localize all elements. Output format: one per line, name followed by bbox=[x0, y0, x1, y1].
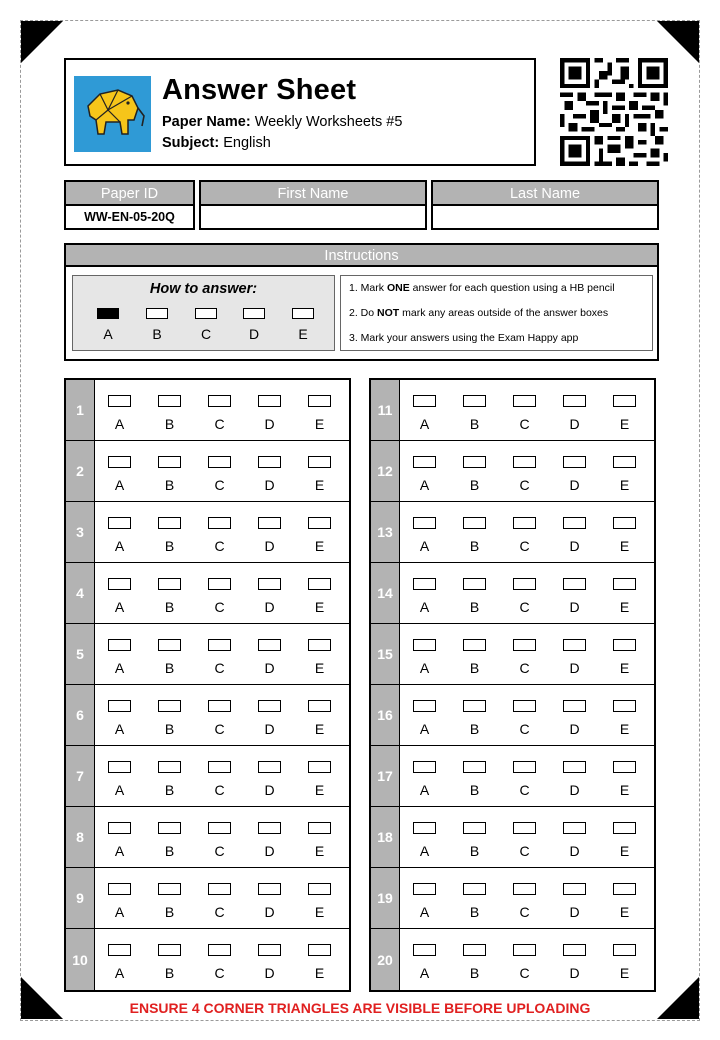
answer-bubble[interactable] bbox=[563, 578, 586, 590]
option-label: B bbox=[469, 843, 480, 859]
answer-bubble[interactable] bbox=[208, 395, 231, 407]
option-label: B bbox=[164, 965, 175, 981]
corner-triangle-top-left bbox=[21, 21, 63, 63]
question-row bbox=[66, 685, 349, 746]
option-label: B bbox=[469, 904, 480, 920]
question-row bbox=[66, 624, 349, 685]
first-name-cell[interactable] bbox=[199, 180, 427, 230]
option-label: D bbox=[569, 599, 580, 615]
first-name-field[interactable] bbox=[201, 206, 425, 228]
answer-bubble[interactable] bbox=[258, 578, 281, 590]
option-label: D bbox=[264, 660, 275, 676]
option-label: E bbox=[314, 965, 325, 981]
answer-bubble[interactable] bbox=[613, 944, 636, 956]
answer-bubble[interactable] bbox=[463, 639, 486, 651]
paper-id-cell bbox=[64, 180, 195, 230]
option-label: A bbox=[114, 965, 125, 981]
option-label: B bbox=[164, 660, 175, 676]
option-label: C bbox=[214, 965, 225, 981]
qr-code-icon bbox=[558, 58, 670, 166]
subject-line bbox=[162, 135, 271, 151]
answer-bubble[interactable] bbox=[413, 517, 436, 529]
option-label: A bbox=[114, 721, 125, 737]
answer-bubble[interactable] bbox=[513, 700, 536, 712]
how-to-answer-title: How to answer: bbox=[149, 281, 258, 297]
option-label: C bbox=[214, 599, 225, 615]
question-number: 19 bbox=[371, 868, 400, 928]
option-label: B bbox=[164, 538, 175, 554]
answer-bubble[interactable] bbox=[108, 395, 131, 407]
question-row bbox=[66, 502, 349, 563]
option-label: A bbox=[114, 538, 125, 554]
option-label: E bbox=[314, 416, 325, 432]
answer-bubble[interactable] bbox=[308, 395, 331, 407]
answer-bubble[interactable] bbox=[208, 578, 231, 590]
page-title: Answer Sheet bbox=[162, 74, 357, 106]
option-label: E bbox=[314, 843, 325, 859]
instructions-panel bbox=[64, 243, 659, 361]
answer-bubble[interactable] bbox=[513, 395, 536, 407]
origami-elephant-icon bbox=[74, 76, 151, 152]
paper-name-label: Paper Name: bbox=[162, 114, 251, 130]
answer-bubble[interactable] bbox=[308, 578, 331, 590]
answer-bubble[interactable] bbox=[463, 883, 486, 895]
option-label: D bbox=[569, 477, 580, 493]
question-row bbox=[371, 807, 654, 868]
option-label: A bbox=[419, 843, 430, 859]
option-label: E bbox=[314, 538, 325, 554]
answer-bubble[interactable] bbox=[463, 822, 486, 834]
example-empty-box bbox=[195, 308, 217, 319]
option-label: B bbox=[164, 904, 175, 920]
answer-bubble[interactable] bbox=[158, 456, 181, 468]
answer-bubble[interactable] bbox=[413, 700, 436, 712]
option-label: D bbox=[264, 477, 275, 493]
answer-bubble[interactable] bbox=[413, 395, 436, 407]
option-label: C bbox=[214, 538, 225, 554]
answer-bubble[interactable] bbox=[513, 822, 536, 834]
option-label: D bbox=[264, 599, 275, 615]
answer-bubble[interactable] bbox=[208, 761, 231, 773]
paper-name-value: Weekly Worksheets #5 bbox=[254, 114, 403, 130]
question-number: 20 bbox=[371, 929, 400, 990]
answer-bubble[interactable] bbox=[613, 639, 636, 651]
question-number: 2 bbox=[66, 441, 95, 501]
option-label: B bbox=[469, 538, 480, 554]
question-row bbox=[371, 624, 654, 685]
question-row bbox=[371, 563, 654, 624]
answer-column-right bbox=[369, 378, 656, 992]
answer-bubble[interactable] bbox=[463, 761, 486, 773]
question-number: 12 bbox=[371, 441, 400, 501]
option-label: D bbox=[264, 843, 275, 859]
answer-bubble[interactable] bbox=[563, 517, 586, 529]
option-label: B bbox=[164, 782, 175, 798]
answer-bubble[interactable] bbox=[308, 517, 331, 529]
option-label: E bbox=[314, 782, 325, 798]
answer-bubble[interactable] bbox=[108, 578, 131, 590]
option-label: C bbox=[519, 782, 530, 798]
question-row bbox=[66, 380, 349, 441]
option-label: D bbox=[569, 843, 580, 859]
question-number: 3 bbox=[66, 502, 95, 562]
option-label: C bbox=[519, 721, 530, 737]
answer-bubble[interactable] bbox=[413, 883, 436, 895]
question-number: 15 bbox=[371, 624, 400, 684]
option-label: E bbox=[314, 660, 325, 676]
answer-bubble[interactable] bbox=[258, 517, 281, 529]
question-number: 17 bbox=[371, 746, 400, 806]
first-name-header: First Name bbox=[201, 182, 425, 206]
answer-bubble[interactable] bbox=[158, 944, 181, 956]
option-label: C bbox=[519, 660, 530, 676]
example-option-label: A bbox=[103, 326, 113, 342]
option-label: E bbox=[619, 782, 630, 798]
option-label: C bbox=[519, 904, 530, 920]
answer-bubble[interactable] bbox=[563, 456, 586, 468]
answer-bubble[interactable] bbox=[258, 944, 281, 956]
answer-bubble[interactable] bbox=[513, 639, 536, 651]
option-label: B bbox=[469, 660, 480, 676]
question-row bbox=[66, 563, 349, 624]
option-label: E bbox=[314, 904, 325, 920]
answer-bubble[interactable] bbox=[158, 517, 181, 529]
example-option-label: C bbox=[200, 326, 212, 342]
option-label: D bbox=[569, 660, 580, 676]
answer-bubble[interactable] bbox=[463, 395, 486, 407]
rule-item: 1. Mark ONE answer for each question using a HB pencil bbox=[349, 282, 615, 294]
option-label: A bbox=[114, 904, 125, 920]
example-option-label: E bbox=[298, 326, 308, 342]
example-filled-box bbox=[97, 308, 119, 319]
answer-bubble[interactable] bbox=[463, 944, 486, 956]
question-number: 1 bbox=[66, 380, 95, 440]
question-row bbox=[66, 441, 349, 502]
rule-item: 3. Mark your answers using the Exam Happy app bbox=[349, 332, 579, 344]
answer-bubble[interactable] bbox=[513, 578, 536, 590]
question-number: 13 bbox=[371, 502, 400, 562]
question-row bbox=[66, 929, 349, 990]
option-label: A bbox=[114, 660, 125, 676]
answer-bubble[interactable] bbox=[513, 944, 536, 956]
answer-bubble[interactable] bbox=[208, 883, 231, 895]
answer-bubble[interactable] bbox=[158, 395, 181, 407]
answer-bubble[interactable] bbox=[108, 822, 131, 834]
option-label: C bbox=[214, 843, 225, 859]
answer-bubble[interactable] bbox=[413, 761, 436, 773]
last-name-cell[interactable] bbox=[431, 180, 659, 230]
answer-bubble[interactable] bbox=[158, 761, 181, 773]
last-name-header: Last Name bbox=[433, 182, 657, 206]
question-number: 16 bbox=[371, 685, 400, 745]
answer-bubble[interactable] bbox=[258, 883, 281, 895]
option-label: A bbox=[114, 843, 125, 859]
instructions-header: Instructions bbox=[66, 245, 657, 267]
answer-bubble[interactable] bbox=[463, 578, 486, 590]
answer-bubble[interactable] bbox=[258, 761, 281, 773]
option-label: A bbox=[114, 477, 125, 493]
option-label: E bbox=[314, 477, 325, 493]
option-label: C bbox=[214, 660, 225, 676]
question-row bbox=[371, 685, 654, 746]
question-number: 18 bbox=[371, 807, 400, 867]
answer-bubble[interactable] bbox=[463, 456, 486, 468]
answer-bubble[interactable] bbox=[308, 700, 331, 712]
answer-column-left bbox=[64, 378, 351, 992]
question-number: 10 bbox=[66, 929, 95, 990]
question-number: 7 bbox=[66, 746, 95, 806]
option-label: D bbox=[264, 416, 275, 432]
answer-bubble[interactable] bbox=[258, 822, 281, 834]
rules-list bbox=[340, 275, 653, 351]
question-number: 11 bbox=[371, 380, 400, 440]
answer-bubble[interactable] bbox=[513, 456, 536, 468]
answer-bubble[interactable] bbox=[513, 517, 536, 529]
option-label: A bbox=[419, 782, 430, 798]
answer-bubble[interactable] bbox=[208, 639, 231, 651]
answer-bubble[interactable] bbox=[513, 883, 536, 895]
option-label: B bbox=[469, 965, 480, 981]
option-label: A bbox=[419, 660, 430, 676]
option-label: D bbox=[264, 965, 275, 981]
question-number: 8 bbox=[66, 807, 95, 867]
paper-id-header: Paper ID bbox=[66, 182, 193, 206]
option-label: D bbox=[569, 538, 580, 554]
answer-bubble[interactable] bbox=[258, 395, 281, 407]
answer-bubble[interactable] bbox=[563, 822, 586, 834]
example-option-label: D bbox=[248, 326, 260, 342]
paper-id-value: WW-EN-05-20Q bbox=[84, 210, 175, 224]
answer-bubble[interactable] bbox=[308, 883, 331, 895]
option-label: A bbox=[114, 599, 125, 615]
answer-bubble[interactable] bbox=[613, 822, 636, 834]
option-label: E bbox=[619, 721, 630, 737]
option-label: D bbox=[569, 416, 580, 432]
option-label: B bbox=[164, 416, 175, 432]
option-label: E bbox=[314, 599, 325, 615]
answer-bubble[interactable] bbox=[108, 883, 131, 895]
option-label: C bbox=[519, 477, 530, 493]
answer-bubble[interactable] bbox=[613, 578, 636, 590]
answer-bubble[interactable] bbox=[208, 517, 231, 529]
question-number: 4 bbox=[66, 563, 95, 623]
sheet-header bbox=[64, 58, 536, 166]
answer-bubble[interactable] bbox=[158, 639, 181, 651]
option-label: E bbox=[619, 477, 630, 493]
question-row bbox=[371, 441, 654, 502]
footer-warning: ENSURE 4 CORNER TRIANGLES ARE VISIBLE BEFORE UPLOADING bbox=[129, 1000, 591, 1016]
answer-bubble[interactable] bbox=[308, 456, 331, 468]
option-label: E bbox=[619, 965, 630, 981]
corner-triangle-top-right bbox=[657, 21, 699, 63]
option-label: C bbox=[214, 782, 225, 798]
answer-bubble[interactable] bbox=[413, 456, 436, 468]
answer-bubble[interactable] bbox=[613, 456, 636, 468]
answer-bubble[interactable] bbox=[158, 578, 181, 590]
question-row bbox=[371, 868, 654, 929]
option-label: C bbox=[519, 538, 530, 554]
option-label: C bbox=[214, 721, 225, 737]
option-label: B bbox=[469, 721, 480, 737]
option-label: A bbox=[114, 416, 125, 432]
paper-name-line bbox=[162, 114, 402, 130]
question-row bbox=[66, 807, 349, 868]
answer-bubble[interactable] bbox=[158, 883, 181, 895]
answer-bubble[interactable] bbox=[563, 944, 586, 956]
question-row bbox=[371, 746, 654, 807]
question-number: 5 bbox=[66, 624, 95, 684]
answer-bubble[interactable] bbox=[258, 456, 281, 468]
option-label: D bbox=[264, 782, 275, 798]
option-label: B bbox=[469, 477, 480, 493]
option-label: A bbox=[419, 538, 430, 554]
option-label: C bbox=[519, 599, 530, 615]
answer-bubble[interactable] bbox=[563, 395, 586, 407]
option-label: B bbox=[469, 782, 480, 798]
answer-bubble[interactable] bbox=[108, 761, 131, 773]
option-label: C bbox=[214, 477, 225, 493]
option-label: C bbox=[214, 416, 225, 432]
option-label: B bbox=[164, 843, 175, 859]
answer-bubble[interactable] bbox=[563, 883, 586, 895]
how-to-answer-box bbox=[72, 275, 335, 351]
answer-bubble[interactable] bbox=[563, 639, 586, 651]
answer-bubble[interactable] bbox=[463, 700, 486, 712]
answer-bubble[interactable] bbox=[413, 944, 436, 956]
question-number: 14 bbox=[371, 563, 400, 623]
option-label: A bbox=[419, 721, 430, 737]
option-label: E bbox=[619, 416, 630, 432]
answer-bubble[interactable] bbox=[613, 883, 636, 895]
rule-item: 2. Do NOT mark any areas outside of the answer boxes bbox=[349, 307, 609, 319]
option-label: C bbox=[519, 416, 530, 432]
answer-bubble[interactable] bbox=[563, 761, 586, 773]
answer-bubble[interactable] bbox=[258, 639, 281, 651]
option-label: E bbox=[619, 538, 630, 554]
option-label: C bbox=[519, 965, 530, 981]
option-label: D bbox=[264, 538, 275, 554]
option-label: A bbox=[419, 416, 430, 432]
option-label: A bbox=[419, 904, 430, 920]
example-empty-box bbox=[292, 308, 314, 319]
answer-bubble[interactable] bbox=[208, 944, 231, 956]
question-row bbox=[371, 929, 654, 990]
option-label: E bbox=[314, 721, 325, 737]
answer-bubble[interactable] bbox=[108, 517, 131, 529]
answer-bubble[interactable] bbox=[108, 944, 131, 956]
option-label: B bbox=[164, 599, 175, 615]
option-label: E bbox=[619, 599, 630, 615]
answer-bubble[interactable] bbox=[463, 517, 486, 529]
subject-value: English bbox=[223, 135, 271, 151]
answer-bubble[interactable] bbox=[108, 700, 131, 712]
answer-bubble[interactable] bbox=[158, 822, 181, 834]
question-row bbox=[371, 502, 654, 563]
option-label: A bbox=[419, 599, 430, 615]
option-label: D bbox=[264, 721, 275, 737]
subject-label: Subject: bbox=[162, 135, 220, 151]
option-label: B bbox=[164, 477, 175, 493]
answer-bubble[interactable] bbox=[613, 395, 636, 407]
answer-bubble[interactable] bbox=[563, 700, 586, 712]
answer-bubble[interactable] bbox=[108, 639, 131, 651]
option-label: D bbox=[264, 904, 275, 920]
option-label: E bbox=[619, 843, 630, 859]
answer-bubble[interactable] bbox=[108, 456, 131, 468]
example-empty-box bbox=[243, 308, 265, 319]
answer-bubble[interactable] bbox=[258, 700, 281, 712]
answer-bubble[interactable] bbox=[208, 700, 231, 712]
answer-bubble[interactable] bbox=[208, 456, 231, 468]
answer-bubble[interactable] bbox=[158, 700, 181, 712]
question-row bbox=[66, 868, 349, 929]
option-label: E bbox=[619, 660, 630, 676]
option-label: D bbox=[569, 782, 580, 798]
question-number: 6 bbox=[66, 685, 95, 745]
answer-bubble[interactable] bbox=[308, 639, 331, 651]
answer-bubble[interactable] bbox=[308, 822, 331, 834]
option-label: D bbox=[569, 904, 580, 920]
answer-bubble[interactable] bbox=[413, 578, 436, 590]
answer-bubble[interactable] bbox=[613, 517, 636, 529]
option-label: D bbox=[569, 721, 580, 737]
option-label: C bbox=[519, 843, 530, 859]
answer-bubble[interactable] bbox=[513, 761, 536, 773]
last-name-field[interactable] bbox=[433, 206, 657, 228]
option-label: A bbox=[114, 782, 125, 798]
example-empty-box bbox=[146, 308, 168, 319]
option-label: A bbox=[419, 965, 430, 981]
option-label: E bbox=[619, 904, 630, 920]
option-label: C bbox=[214, 904, 225, 920]
question-row bbox=[371, 380, 654, 441]
question-number: 9 bbox=[66, 868, 95, 928]
option-label: B bbox=[469, 599, 480, 615]
question-row bbox=[66, 746, 349, 807]
answer-bubble[interactable] bbox=[613, 700, 636, 712]
example-option-label: B bbox=[152, 326, 162, 342]
option-label: B bbox=[469, 416, 480, 432]
option-label: B bbox=[164, 721, 175, 737]
answer-bubble[interactable] bbox=[308, 761, 331, 773]
answer-bubble[interactable] bbox=[208, 822, 231, 834]
option-label: D bbox=[569, 965, 580, 981]
answer-bubble[interactable] bbox=[413, 639, 436, 651]
answer-bubble[interactable] bbox=[613, 761, 636, 773]
answer-bubble[interactable] bbox=[308, 944, 331, 956]
answer-bubble[interactable] bbox=[413, 822, 436, 834]
option-label: A bbox=[419, 477, 430, 493]
